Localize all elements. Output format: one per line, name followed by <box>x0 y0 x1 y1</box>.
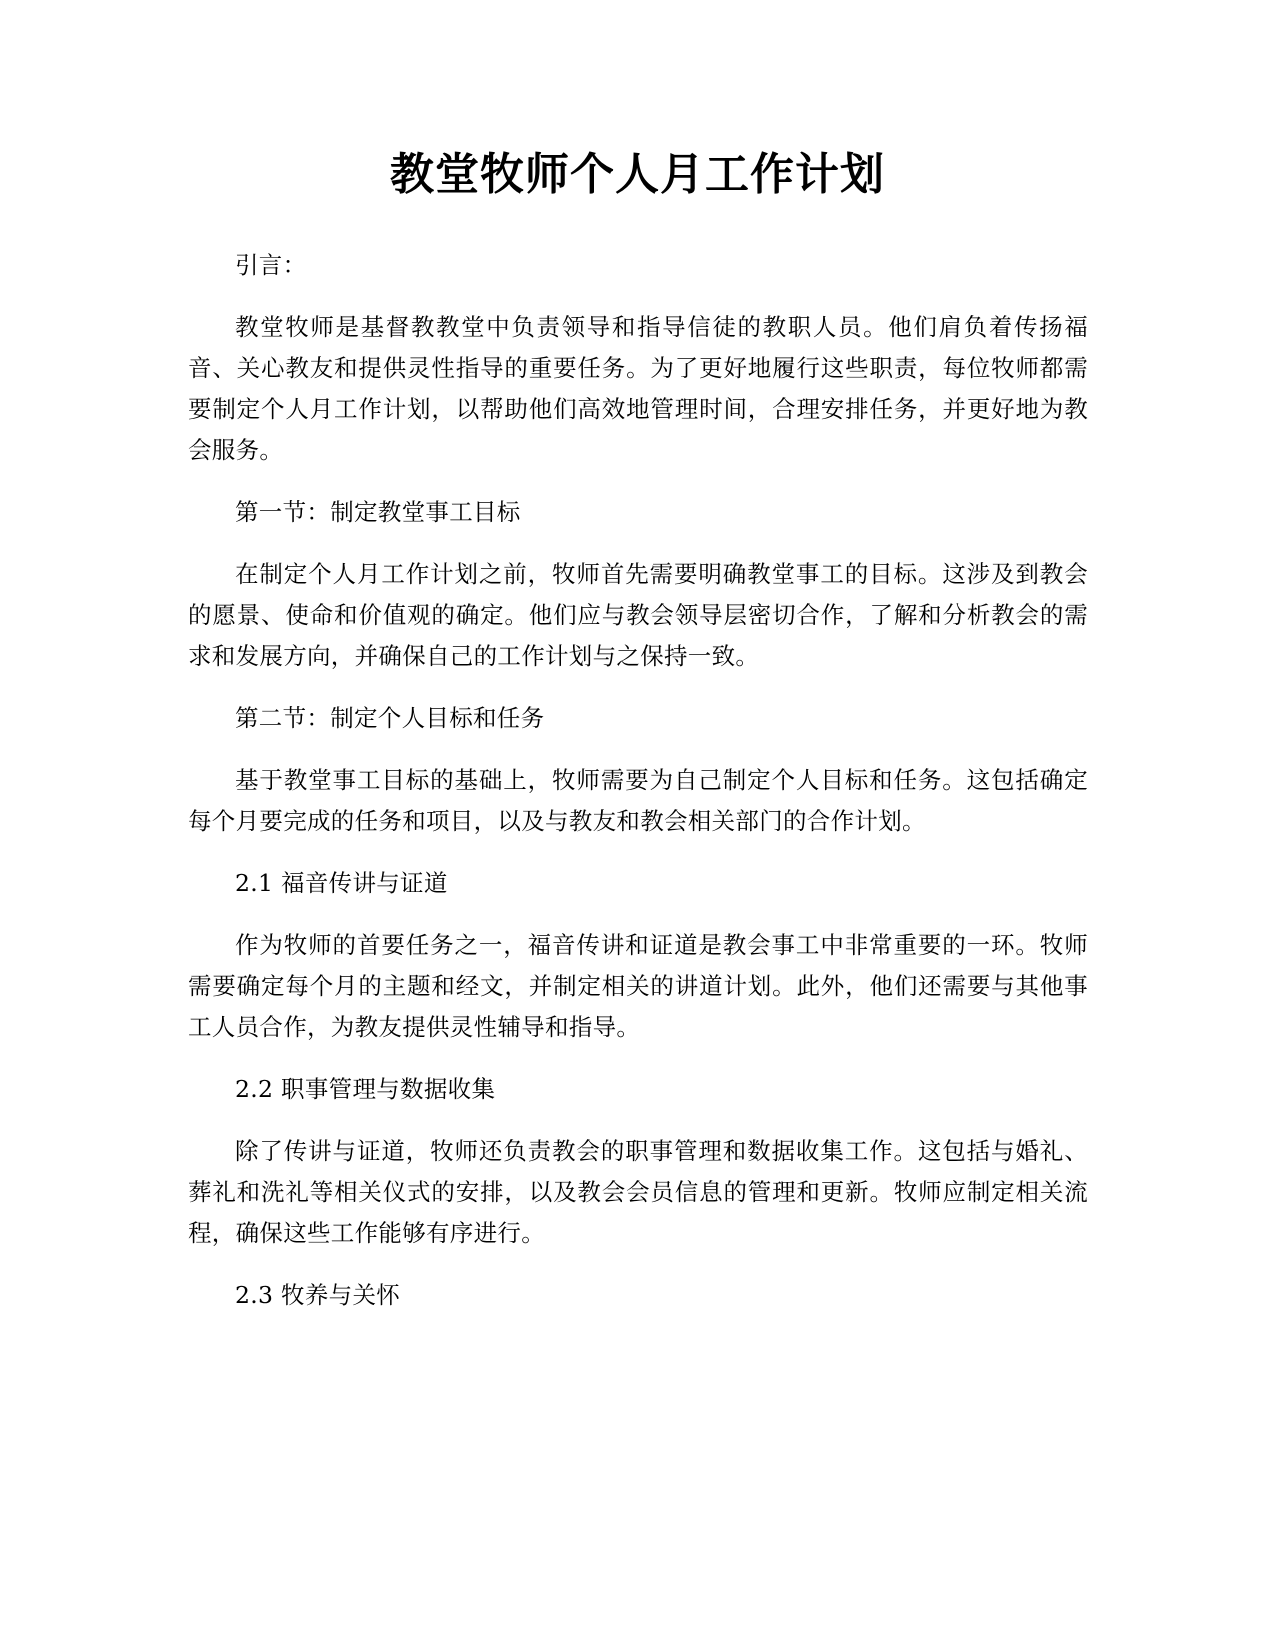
intro-heading: 引言： <box>235 251 307 279</box>
subsection-2-3-heading: 2.3 牧养与关怀 <box>235 1281 401 1309</box>
intro-paragraph: 教堂牧师是基督教教堂中负责领导和指导信徒的教职人员。他们肩负着传扬福音、关心教友和提供灵性指导的重要任务。为了更好地履行这些职责，每位牧师都需要制定个人月工作计划，以帮助他们高效地管理时间，合理安排任务，并更好地为教会服务。 <box>188 313 1088 464</box>
section-1-paragraph: 在制定个人月工作计划之前，牧师首先需要明确教堂事工的目标。这涉及到教会的愿景、使命和价值观的确定。他们应与教会领导层密切合作，了解和分析教会的需求和发展方向，并确保自己的工作计划与之保持一致。 <box>188 560 1088 670</box>
section-2-paragraph: 基于教堂事工目标的基础上，牧师需要为自己制定个人目标和任务。这包括确定每个月要完成的任务和项目，以及与教友和教会相关部门的合作计划。 <box>188 766 1088 835</box>
page-title: 教堂牧师个人月工作计划 <box>390 149 885 200</box>
document-body <box>188 245 1088 1337</box>
subsection-2-1-heading: 2.1 福音传讲与证道 <box>235 869 448 897</box>
subsection-2-1-paragraph: 作为牧师的首要任务之一，福音传讲和证道是教会事工中非常重要的一环。牧师需要确定每个月的主题和经文，并制定相关的讲道计划。此外，他们还需要与其他事工人员合作，为教友提供灵性辅导和指导。 <box>188 931 1088 1041</box>
subsection-2-2-paragraph: 除了传讲与证道，牧师还负责教会的职事管理和数据收集工作。这包括与婚礼、葬礼和洗礼等相关仪式的安排，以及教会会员信息的管理和更新。牧师应制定相关流程，确保这些工作能够有序进行。 <box>188 1137 1088 1247</box>
section-1-heading: 第一节：制定教堂事工目标 <box>235 498 521 526</box>
subsection-2-2-heading: 2.2 职事管理与数据收集 <box>235 1075 496 1103</box>
section-2-heading: 第二节：制定个人目标和任务 <box>235 704 545 732</box>
